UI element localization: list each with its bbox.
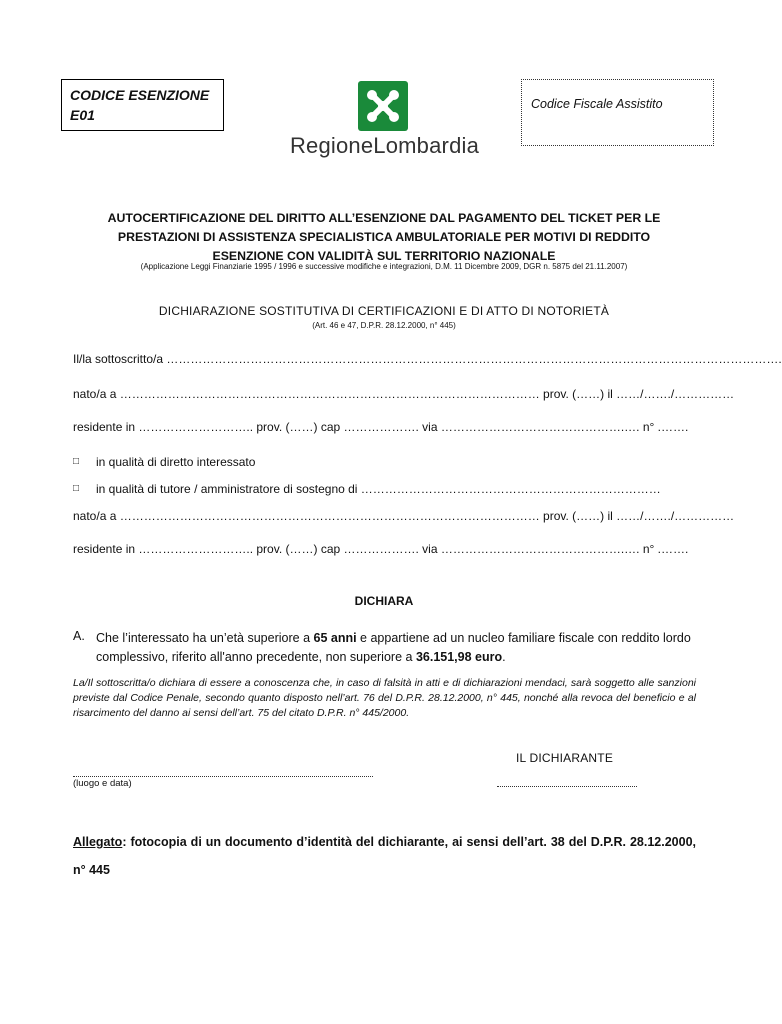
declaration-reference: (Art. 46 e 47, D.P.R. 28.12.2000, n° 445) <box>312 321 456 330</box>
exemption-code-box <box>61 79 224 131</box>
option-guardian: in qualità di tutore / amministratore di sostegno di ………………………………………………………………… <box>96 482 661 496</box>
point-a-letter: A. <box>73 629 85 643</box>
point-a-amount: 36.151,98 euro <box>415 650 503 664</box>
point-a-age: 65 anni <box>313 631 357 645</box>
regione-lombardia-logo-text: RegioneLombardia <box>289 133 480 158</box>
residence-field[interactable]: residente in ……………………….. prov. (……) cap ………………. via ……………………………………….…. n° .……. <box>73 420 689 434</box>
residence-field-2[interactable]: residente in ……………………….. prov. (……) cap ………………. via ……………………………………….…. n° .……. <box>73 542 689 556</box>
declares-heading: DICHIARA <box>354 594 414 608</box>
title-line-2: PRESTAZIONI DI ASSISTENZA SPECIALISTICA AMBULATORIALE PER MOTIVI DI REDDITO <box>117 230 651 244</box>
legal-warning: La/Il sottoscritta/o dichiara di essere a conoscenza che, in caso di falsità in atti e di dichiarazioni mendaci, sarà soggetto alle sanzioni previste dal Codice Penale, secondo quanto disposto nell’art. 76 del D.P.R. 28.12.2000, n° 445, nonché alla revoca del beneficio e al risarcimento del danno ai sensi dell’art. 75 del citato D.P.R. n° 445/2000. <box>73 677 696 719</box>
attachment-label: Allegato <box>73 835 123 849</box>
title-legal-reference: (Applicazione Leggi Finanziarie 1995 / 1996 e successive modifiche e integrazioni, D.M. 11 Dicembre 2009, DGR n. 5875 del 21.11.2007) <box>140 262 628 271</box>
point-a-text-3: . <box>502 650 506 664</box>
place-date-line[interactable] <box>73 768 373 777</box>
regione-lombardia-logo-icon <box>358 81 408 131</box>
birth-place-field-2[interactable]: nato/a a …………………………………………………………………………………………… prov. (……) il ……/……./…………… <box>73 509 735 523</box>
place-date-label: (luogo e data) <box>73 778 132 789</box>
birth-place-field[interactable]: nato/a a …………………………………………………………………………………………… prov. (……) il ……/……./…………… <box>73 387 735 401</box>
point-a-text-1: Che l’interessato ha un’età superiore a <box>96 631 314 645</box>
title-line-3: ESENZIONE CON VALIDITÀ SUL TERRITORIO NAZIONALE <box>212 249 556 263</box>
point-a-text-2: e appartiene ad un nucleo familiare fiscale con reddito lordo complessivo, riferito all'anno precedente, non superiore a <box>96 631 691 664</box>
attachment-text: : fotocopia di un documento d’identità del dichiarante, ai sensi dell’art. 38 del D.P.R. 28.12.2000, n° 445 <box>73 835 696 877</box>
title-line-1: AUTOCERTIFICAZIONE DEL DIRITTO ALL’ESENZIONE DAL PAGAMENTO DEL TICKET PER LE <box>107 211 661 225</box>
signer-label: IL DICHIARANTE <box>516 751 614 765</box>
checkbox-direct-interest-icon[interactable]: □ <box>73 456 80 467</box>
attachment-note <box>73 828 696 884</box>
signature-line[interactable] <box>497 779 637 787</box>
option-direct-interest: in qualità di diretto interessato <box>96 455 256 469</box>
fiscal-code-label: Codice Fiscale Assistito <box>531 97 663 111</box>
undersigned-field[interactable]: Il/la sottoscritto/a ………………………………………………………………………………………………………………………………………. <box>73 352 782 366</box>
checkbox-guardian-icon[interactable]: □ <box>73 483 80 494</box>
fiscal-code-box[interactable] <box>521 79 714 146</box>
point-a-text <box>96 629 696 667</box>
declaration-title: DICHIARAZIONE SOSTITUTIVA DI CERTIFICAZIONI E DI ATTO DI NOTORIETÀ <box>158 304 610 318</box>
document-title <box>60 209 708 266</box>
exemption-code-value: E01 <box>70 107 95 123</box>
exemption-code-label: CODICE ESENZIONE <box>70 87 210 103</box>
